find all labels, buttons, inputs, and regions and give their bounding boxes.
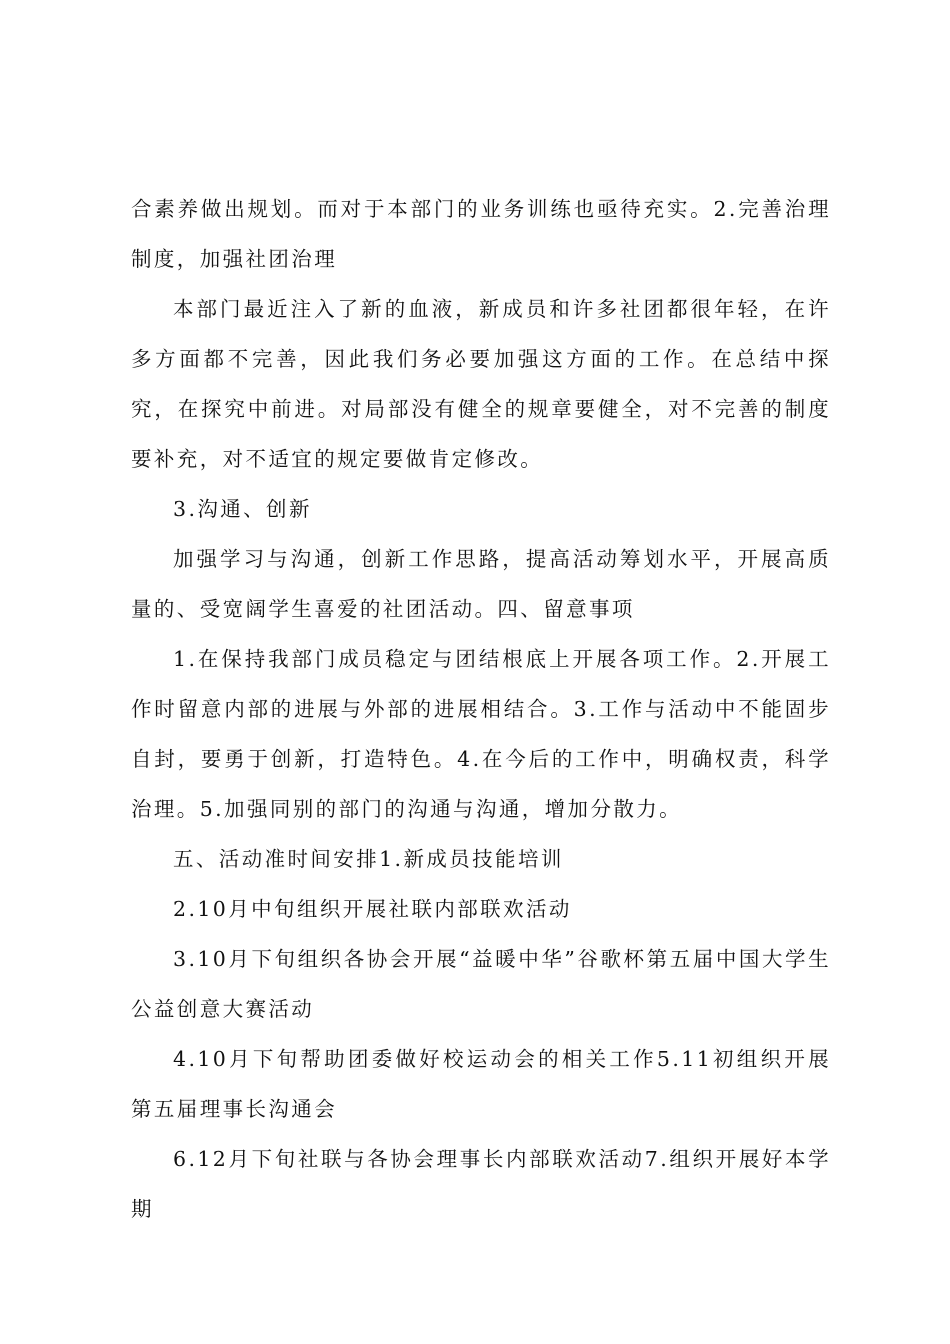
paragraph-7: 2.10月中旬组织开展社联内部联欢活动 bbox=[173, 897, 572, 921]
paragraph-5: 1.在保持我部门成员稳定与团结根底上开展各项工作。2.开展工作时留意内部的进展与外部的进展相结合。3.工作与活动中不能固步自封，要勇于创新，打造特色。4.在今后的工作中，明确权责，科学治理。5.加强同别的部门的沟通与沟通，增加分散力。 bbox=[131, 647, 831, 821]
paragraph-9: 4.10月下旬帮助团委做好校运动会的相关工作5.11初组织开展第五届理事长沟通会 bbox=[131, 1047, 831, 1121]
paragraph-3: 3.沟通、创新 bbox=[173, 497, 312, 521]
paragraph-8: 3.10月下旬组织各协会开展“益暖中华”谷歌杯第五届中国大学生公益创意大赛活动 bbox=[131, 947, 831, 1021]
paragraph-1: 合素养做出规划。而对于本部门的业务训练也亟待充实。2.完善治理制度，加强社团治理 bbox=[131, 197, 831, 271]
paragraph-10: 6.12月下旬社联与各协会理事长内部联欢活动7.组织开展好本学期 bbox=[131, 1147, 831, 1221]
paragraph-4: 加强学习与沟通，创新工作思路，提高活动筹划水平，开展高质量的、受宽阔学生喜爱的社团活动。四、留意事项 bbox=[131, 547, 831, 621]
paragraph-2: 本部门最近注入了新的血液，新成员和许多社团都很年轻，在许多方面都不完善，因此我们务必要加强这方面的工作。在总结中探究，在探究中前进。对局部没有健全的规章要健全，对不完善的制度要补充，对不适宜的规定要做肯定修改。 bbox=[131, 297, 831, 471]
document-body bbox=[131, 184, 831, 1234]
paragraph-6: 五、活动准时间安排1.新成员技能培训 bbox=[173, 847, 564, 871]
